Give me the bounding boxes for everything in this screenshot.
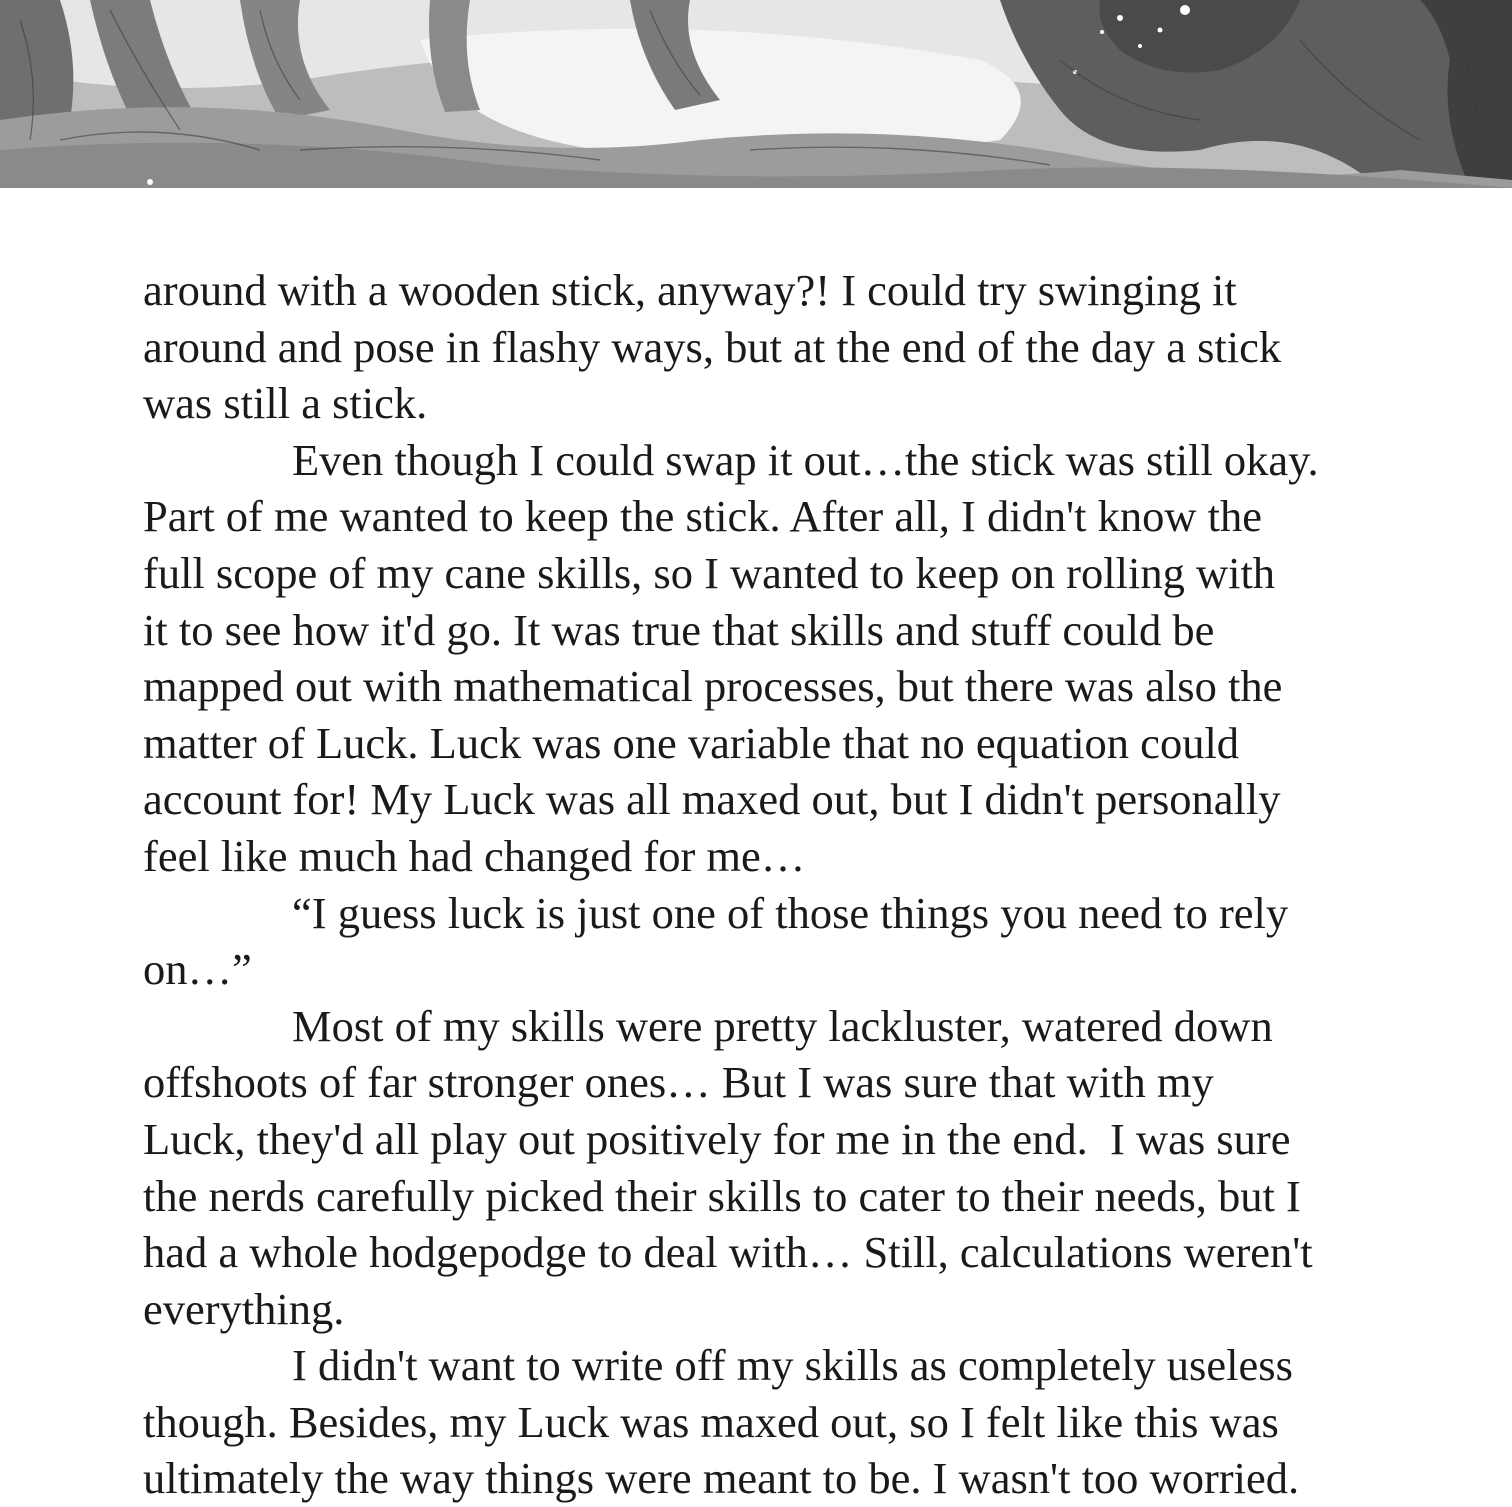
text-line: Luck, they'd all play out positively for me in the end. I was sure xyxy=(143,1113,1291,1164)
text-line: around with a wooden stick, anyway?! I could try swinging it xyxy=(143,265,1237,315)
text-line: account for! My Luck was all maxed out, but I didn't personally xyxy=(143,774,1281,825)
text-line: Even though I could swap it out…the stick was still okay. xyxy=(292,434,1319,485)
text-line: it to see how it'd go. It was true that skills and stuff could be xyxy=(143,604,1215,655)
text-line: had a whole hodgepodge to deal with… Still, calculations weren't xyxy=(143,1227,1313,1278)
text-line: was still a stick. xyxy=(143,378,428,429)
text-line: matter of Luck. Luck was one variable that no equation could xyxy=(143,717,1240,768)
text-line: around and pose in flashy ways, but at the end of the day a stick xyxy=(143,321,1282,372)
text-line: Part of me wanted to keep the stick. After all, I didn't know the xyxy=(143,491,1262,542)
text-line: though. Besides, my Luck was maxed out, so I felt like this was xyxy=(143,1396,1279,1447)
text-line: full scope of my cane skills, so I wanted to keep on rolling with xyxy=(143,547,1276,598)
text-line: Most of my skills were pretty lackluster, watered down xyxy=(292,1000,1273,1051)
text-line: the nerds carefully picked their skills to cater to their needs, but I xyxy=(143,1170,1301,1221)
text-line: “I guess luck is just one of those things you need to rely xyxy=(292,887,1289,938)
forest-illustration-icon xyxy=(0,0,1512,188)
forest-illustration xyxy=(0,0,1512,188)
text-line: ultimately the way things were meant to be. I wasn't too worried. xyxy=(143,1453,1300,1504)
body-text xyxy=(143,262,1413,1507)
text-line: feel like much had changed for me… xyxy=(143,830,806,881)
text-line: everything. xyxy=(143,1283,345,1334)
text-line: mapped out with mathematical processes, but there was also the xyxy=(143,661,1283,712)
text-line: offshoots of far stronger ones… But I was sure that with my xyxy=(143,1057,1214,1108)
text-line: I didn't want to write off my skills as completely useless xyxy=(292,1340,1293,1391)
text-line: on…” xyxy=(143,944,252,995)
